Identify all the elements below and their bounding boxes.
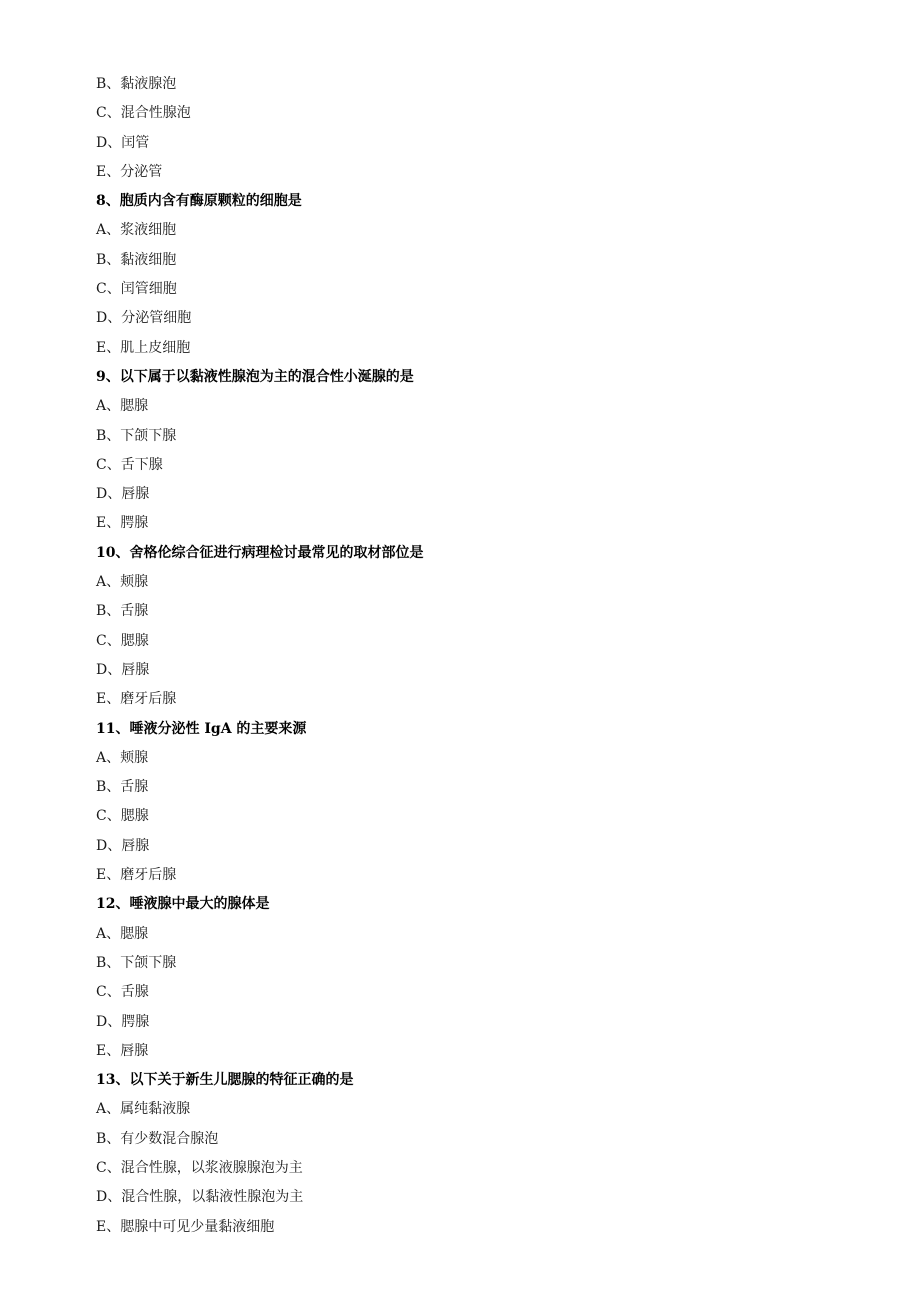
- answer-option: B、黏液腺泡: [96, 76, 177, 92]
- answer-option: C、闰管细胞: [96, 281, 177, 298]
- answer-option: A、颊腺: [96, 749, 149, 766]
- answer-option: D、分泌管细胞: [96, 310, 192, 327]
- answer-option: C、腮腺: [96, 808, 149, 825]
- answer-option: B、下颌下腺: [96, 954, 177, 971]
- answer-option: B、黏液细胞: [96, 251, 177, 268]
- answer-option: B、有少数混合腺泡: [96, 1130, 219, 1147]
- answer-option: E、肌上皮细胞: [96, 339, 191, 356]
- answer-option: C、舌下腺: [96, 456, 163, 473]
- question-stem: 10、舍格伦综合征进行病理检讨最常见的取材部位是: [96, 544, 424, 561]
- question-stem: 9、以下属于以黏液性腺泡为主的混合性小涎腺的是: [96, 368, 414, 385]
- answer-option: E、分泌管: [96, 163, 163, 180]
- question-stem: 11、唾液分泌性 IgA 的主要来源: [96, 720, 307, 737]
- answer-option: A、属纯黏液腺: [96, 1101, 191, 1118]
- answer-option: D、唇腺: [96, 661, 150, 678]
- answer-option: D、混合性腺，以黏液性腺泡为主: [96, 1189, 304, 1206]
- answer-option: E、磨牙后腺: [96, 691, 177, 708]
- answer-option: A、腮腺: [96, 925, 149, 942]
- answer-option: B、下颌下腺: [96, 427, 177, 444]
- answer-option: A、颊腺: [96, 574, 149, 591]
- question-stem: 13、以下关于新生儿腮腺的特征正确的是: [96, 1072, 354, 1089]
- answer-option: D、闰管: [96, 134, 150, 151]
- answer-option: C、腮腺: [96, 632, 149, 649]
- answer-option: E、腮腺中可见少量黏液细胞: [96, 1218, 275, 1235]
- answer-option: C、混合性腺泡: [96, 105, 191, 122]
- question-stem: 12、唾液腺中最大的腺体是: [96, 896, 270, 913]
- answer-option: B、舌腺: [96, 779, 149, 796]
- answer-option: D、腭腺: [96, 1013, 150, 1030]
- answer-option: D、唇腺: [96, 837, 150, 854]
- answer-option: C、混合性腺，以浆液腺腺泡为主: [96, 1159, 303, 1176]
- answer-option: E、磨牙后腺: [96, 867, 177, 884]
- answer-option: E、唇腺: [96, 1042, 149, 1059]
- answer-option: A、腮腺: [96, 398, 149, 415]
- document-body: [96, 70, 876, 1242]
- question-stem: 8、胞质内含有酶原颗粒的细胞是: [96, 193, 302, 210]
- answer-option: C、舌腺: [96, 984, 149, 1001]
- answer-option: D、唇腺: [96, 486, 150, 503]
- answer-option: A、浆液细胞: [96, 222, 177, 239]
- answer-option: E、腭腺: [96, 515, 149, 532]
- answer-option: B、舌腺: [96, 603, 149, 620]
